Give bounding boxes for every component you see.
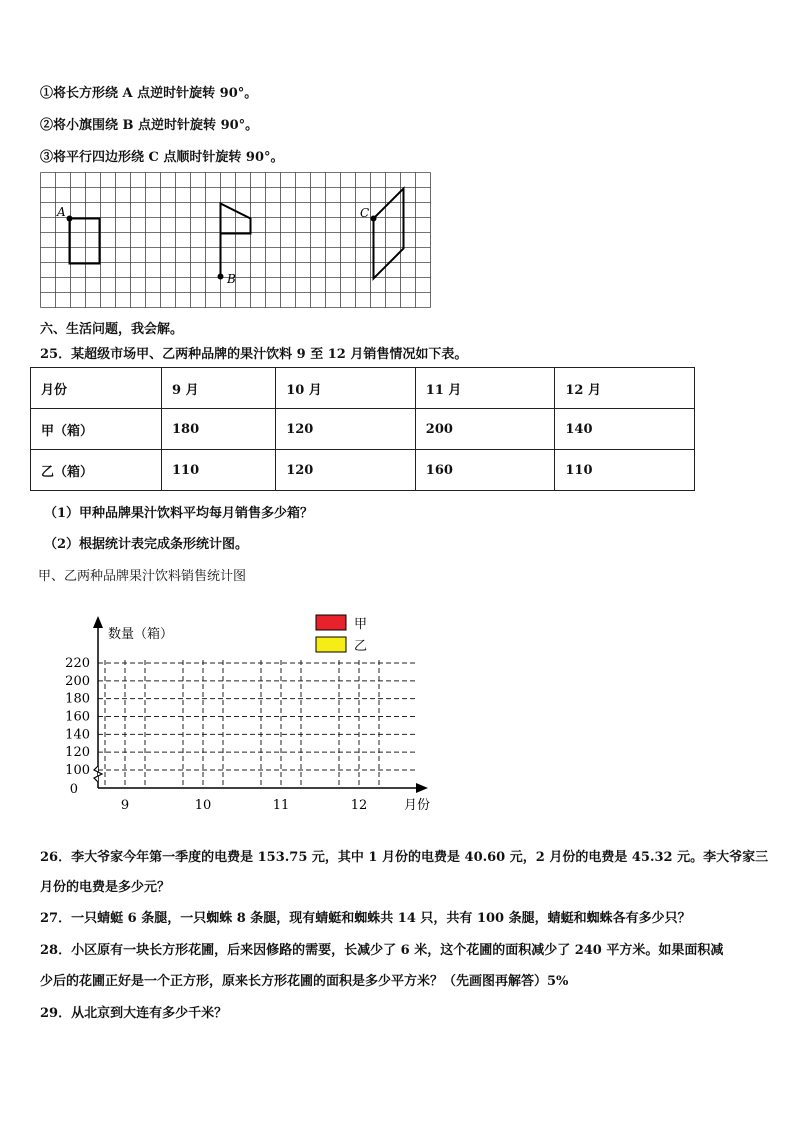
section-six-heading: 六、生活问题，我会解。 bbox=[40, 322, 184, 337]
y-tick-label: 200 bbox=[65, 673, 90, 689]
q25-intro: 25．某超级市场甲、乙两种品牌的果汁饮料 9 至 12 月销售情况如下表。 bbox=[40, 347, 468, 362]
point-a bbox=[67, 216, 73, 222]
axis-break-mark bbox=[94, 766, 102, 782]
table-cell: 140 bbox=[555, 409, 695, 450]
label-c: C bbox=[360, 206, 370, 220]
y-tick-label: 100 bbox=[65, 763, 90, 778]
table-cell: 110 bbox=[555, 450, 695, 491]
q28-line2: 少后的花圃正好是一个正方形，原来长方形花圃的面积是多少平方米？（先画图再解答）5% bbox=[40, 974, 569, 989]
legend-label: 甲 bbox=[354, 617, 368, 632]
task-rotate-rectangle: ①将长方形绕 A 点逆时针旋转 90°。 bbox=[40, 86, 258, 101]
table-header-cell: 10 月 bbox=[276, 368, 416, 409]
x-tick-label: 10 bbox=[194, 798, 212, 813]
q26-line1: 26．李大爷家今年第一季度的电费是 153.75 元，其中 1 月份的电费是 40.60 元，2 月份的电费是 45.32 元。李大爷家三 bbox=[40, 850, 769, 865]
y-axis-arrow bbox=[93, 616, 103, 628]
legend-swatch bbox=[316, 615, 346, 630]
x-tick-label: 12 bbox=[350, 798, 368, 813]
chart-title: 甲、乙两种品牌果汁饮料销售统计图 bbox=[38, 569, 247, 584]
y-tick-label: 180 bbox=[65, 691, 90, 707]
table-row bbox=[31, 409, 695, 450]
x-tick-label: 11 bbox=[272, 798, 290, 813]
y-axis-label: 数量（箱） bbox=[108, 627, 174, 642]
y-tick-label: 220 bbox=[65, 656, 90, 671]
rotation-grid-figure bbox=[40, 172, 436, 310]
point-c bbox=[371, 216, 377, 222]
q26-line2: 月份的电费是多少元？ bbox=[40, 880, 171, 895]
table-row bbox=[31, 450, 695, 491]
table-header-cell: 月份 bbox=[31, 368, 162, 409]
table-cell: 180 bbox=[162, 409, 276, 450]
x-tick-label: 9 bbox=[120, 798, 130, 813]
task-rotate-flag: ②将小旗围绕 B 点逆时针旋转 90°。 bbox=[40, 118, 259, 133]
label-a: A bbox=[57, 205, 66, 219]
table-header-row bbox=[31, 368, 695, 409]
table-cell: 160 bbox=[415, 450, 555, 491]
q29: 29．从北京到大连有多少千米？ bbox=[40, 1006, 228, 1021]
sales-table bbox=[30, 367, 695, 491]
x-axis-label: 月份 bbox=[404, 798, 431, 813]
y-tick-label: 120 bbox=[65, 745, 90, 761]
table-cell: 120 bbox=[276, 450, 416, 491]
x-axis-arrow bbox=[416, 783, 428, 793]
q25-sub1: （1）甲种品牌果汁饮料平均每月销售多少箱？ bbox=[44, 506, 314, 521]
point-b bbox=[218, 274, 224, 280]
task-rotate-parallelogram: ③将平行四边形绕 C 点顺时针旋转 90°。 bbox=[40, 150, 284, 165]
legend-label: 乙 bbox=[354, 639, 368, 654]
q27: 27．一只蜻蜓 6 条腿，一只蜘蛛 8 条腿，现有蜻蜓和蜘蛛共 14 只，共有 100 条腿，蜻蜓和蜘蛛各有多少只？ bbox=[40, 911, 691, 926]
table-header-cell: 9 月 bbox=[162, 368, 276, 409]
label-b: B bbox=[227, 272, 236, 286]
table-cell: 110 bbox=[162, 450, 276, 491]
table-cell: 乙（箱） bbox=[31, 450, 162, 491]
table-cell: 120 bbox=[276, 409, 416, 450]
y-tick-label: 0 bbox=[69, 782, 78, 797]
q25-sub2: （2）根据统计表完成条形统计图。 bbox=[44, 537, 249, 552]
parallelogram-shape bbox=[374, 189, 404, 279]
table-cell: 甲（箱） bbox=[31, 409, 162, 450]
table-header-cell: 11 月 bbox=[415, 368, 555, 409]
table-cell: 200 bbox=[415, 409, 555, 450]
y-tick-label: 140 bbox=[65, 727, 90, 743]
rectangle-shape bbox=[70, 219, 100, 264]
legend-swatch bbox=[316, 637, 346, 652]
table-header-cell: 12 月 bbox=[555, 368, 695, 409]
bar-chart bbox=[60, 610, 450, 815]
q28-line1: 28．小区原有一块长方形花圃，后来因修路的需要，长减少了 6 米，这个花圃的面积减少了 240 平方米。如果面积减 bbox=[40, 943, 724, 958]
y-tick-label: 160 bbox=[65, 709, 90, 725]
